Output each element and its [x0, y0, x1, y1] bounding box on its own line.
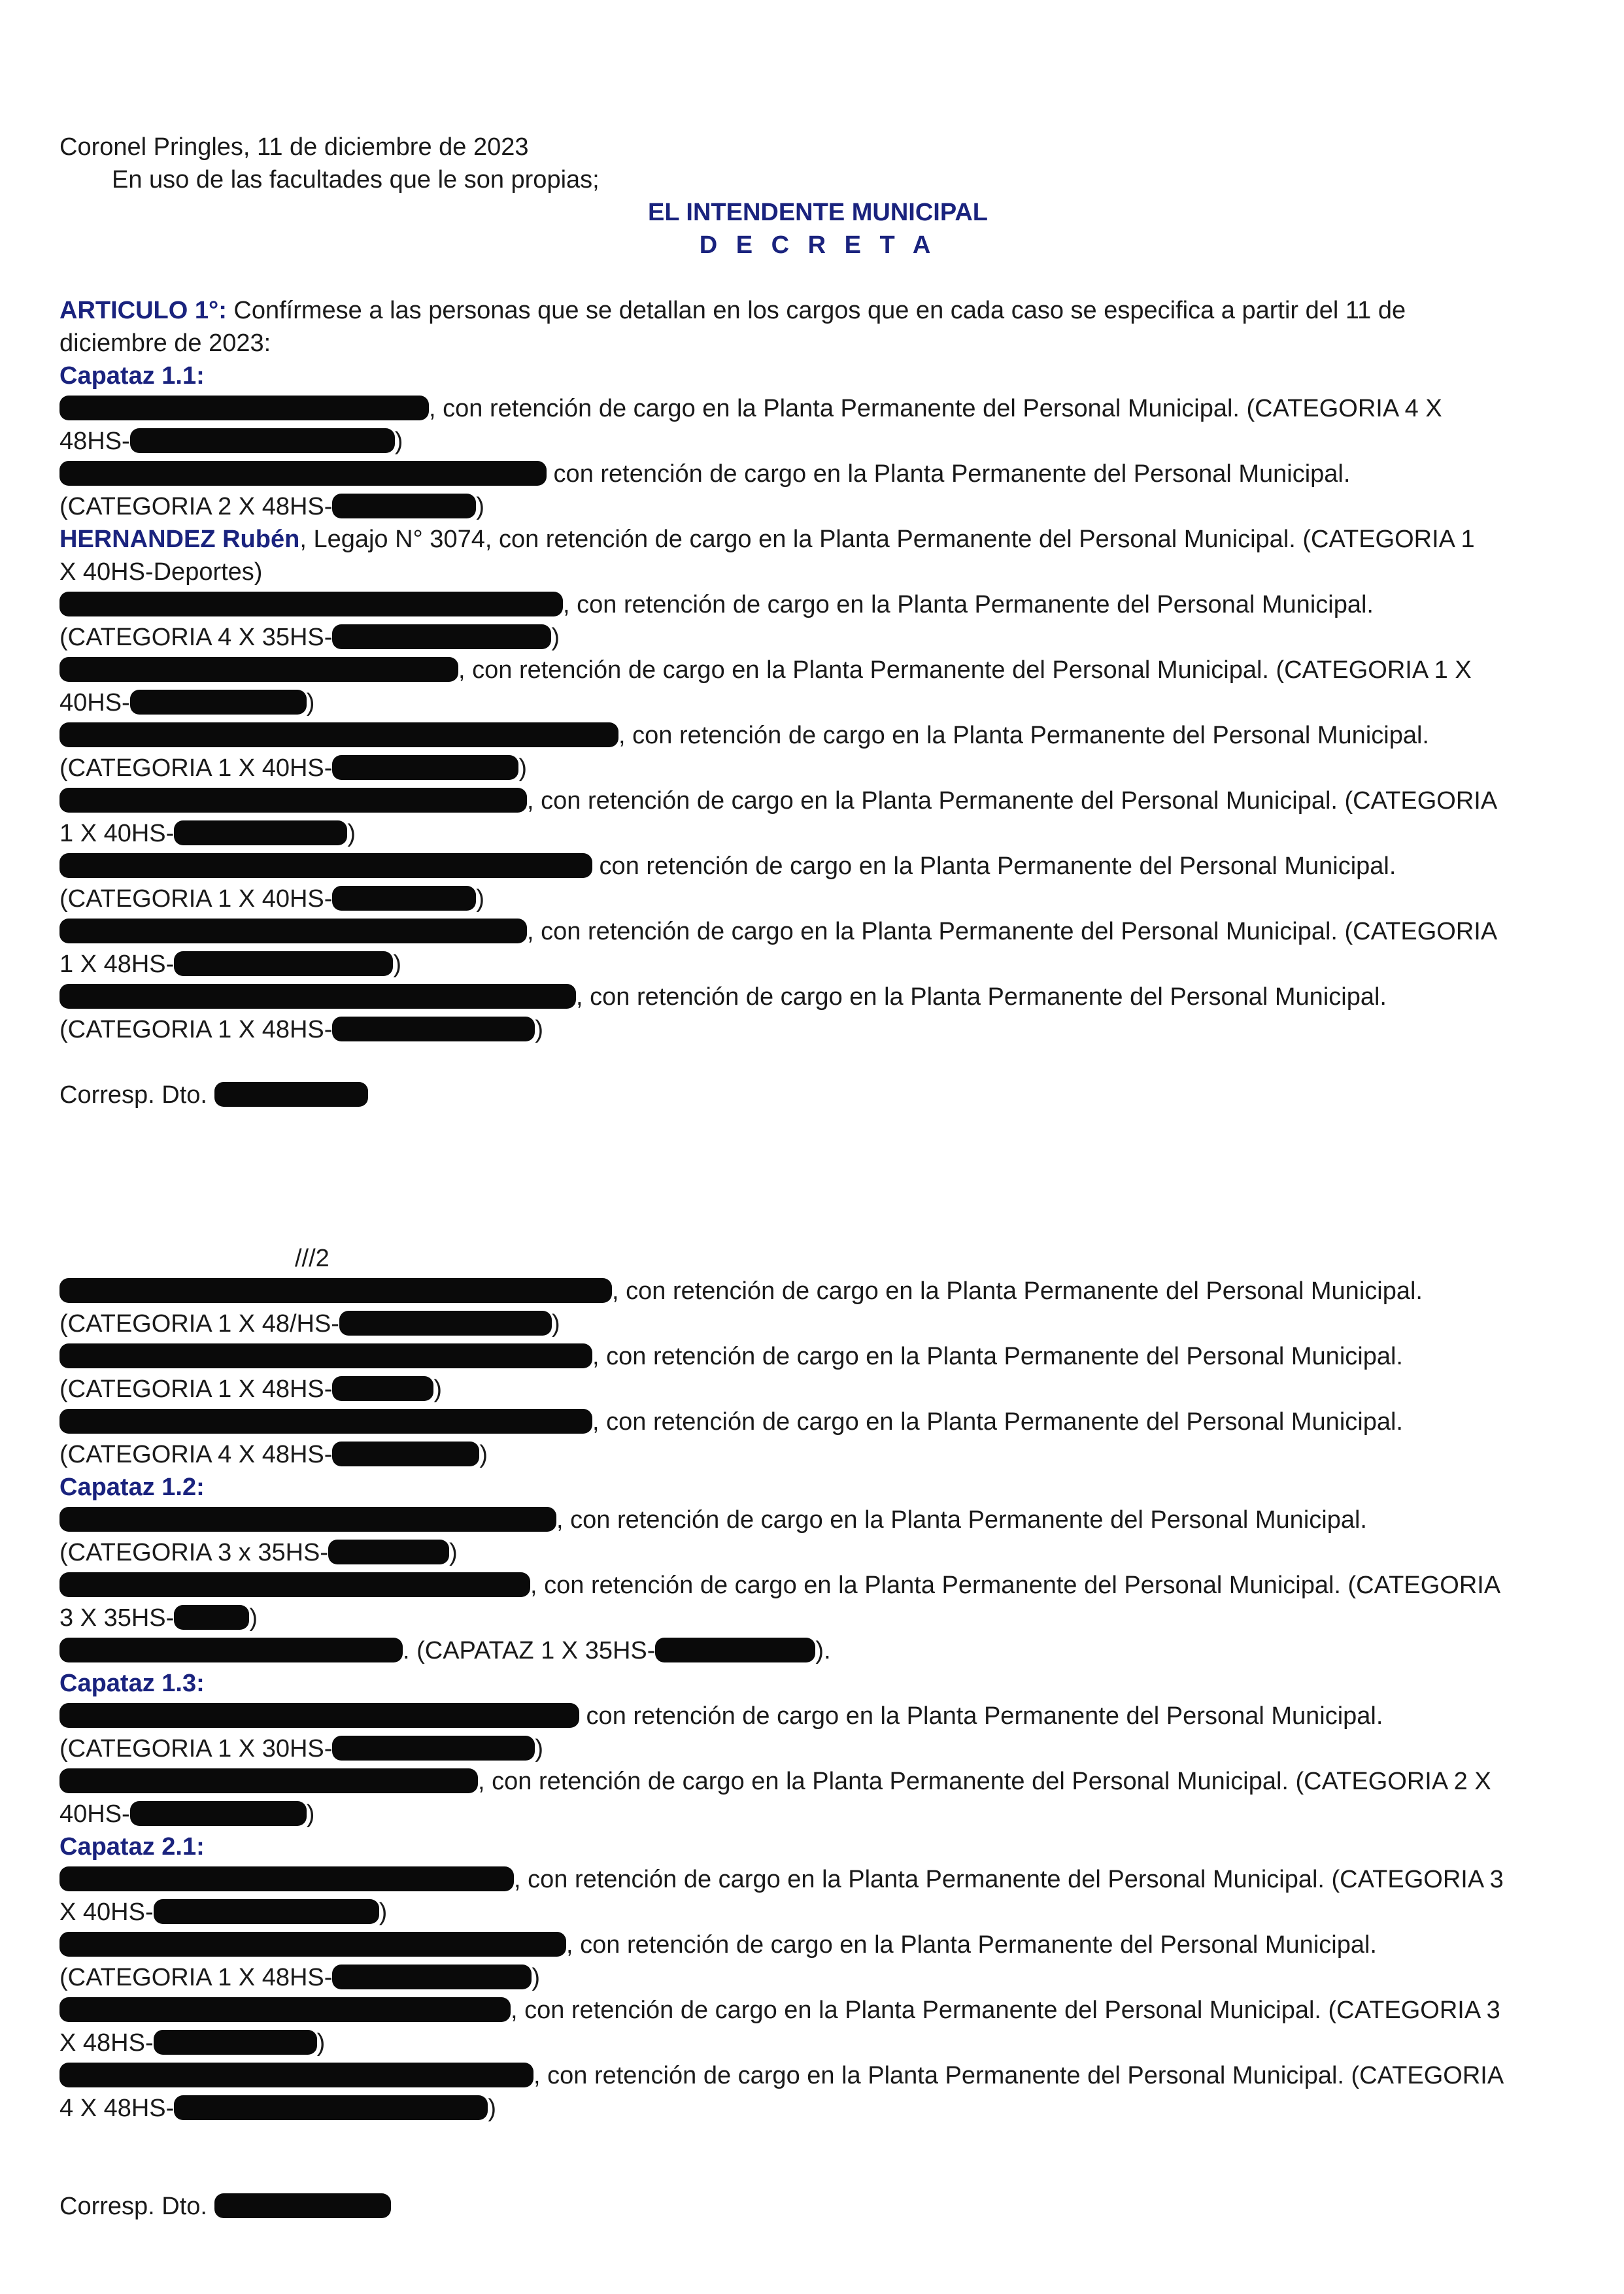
entry-line	[59, 1602, 1576, 1634]
entry-line	[59, 523, 1576, 556]
decree-page-2	[59, 1242, 1576, 2223]
redaction-bar	[332, 755, 518, 780]
entry-text: . (CAPATAZ 1 X 35HS-	[403, 1637, 656, 1664]
entry-line	[59, 1732, 1576, 1765]
place-date: Coronel Pringles, 11 de diciembre de 2023	[59, 133, 529, 161]
spacer	[59, 2125, 1576, 2190]
redaction-bar	[174, 820, 347, 845]
entry-line	[59, 1569, 1576, 1602]
entry-text: )	[535, 1016, 544, 1043]
entry-text: con retención de cargo en la Planta Permanente del Personal Municipal.	[592, 852, 1396, 880]
spacer	[59, 1046, 1576, 1079]
entry-text: (CATEGORIA 1 X 48HS-	[59, 1964, 333, 1991]
entry-text: )	[379, 1898, 388, 1926]
redaction-bar	[59, 1507, 556, 1532]
redaction-bar	[59, 1278, 612, 1303]
entry-text: , con retención de cargo en la Planta Permanente del Personal Municipal.	[618, 722, 1429, 749]
entry-line	[59, 915, 1576, 948]
entry-line	[59, 1373, 1576, 1406]
entry-text: (CATEGORIA 2 X 48HS-	[59, 493, 333, 520]
entry-text: 3 X 35HS-	[59, 1604, 175, 1632]
entry-line	[59, 2027, 1576, 2059]
decree-page-1	[59, 131, 1576, 1111]
entry-text: (CATEGORIA 4 X 35HS-	[59, 624, 333, 651]
redaction-bar	[59, 1866, 514, 1891]
redaction-bar	[130, 428, 395, 453]
redaction-bar	[332, 1017, 535, 1041]
entry-text: con retención de cargo en la Planta Permanente del Personal Municipal.	[579, 1702, 1383, 1730]
entry-line	[59, 686, 1576, 719]
entry-text: )	[518, 754, 528, 782]
entry-text: )	[551, 1310, 560, 1338]
entry-text: (CATEGORIA 1 X 40HS-	[59, 754, 333, 782]
redaction-bar	[174, 1605, 249, 1630]
entry-text: )	[347, 820, 356, 847]
redaction-bar	[130, 690, 307, 715]
redaction-bar	[59, 722, 618, 747]
entry-line	[59, 817, 1576, 850]
entry-line	[59, 1307, 1576, 1340]
entry-text: , con retención de cargo en la Planta Permanente del Personal Municipal. (CATEGORIA 4 X	[429, 395, 1442, 422]
corresp-line	[59, 2190, 1576, 2223]
entry-text: (CATEGORIA 1 X 30HS-	[59, 1735, 333, 1763]
entry-text: X 40HS-	[59, 1898, 154, 1926]
redaction-bar	[154, 1899, 379, 1924]
corresp-line	[59, 1079, 1576, 1111]
entry-text: )	[393, 951, 401, 978]
entry-text: , con retención de cargo en la Planta Permanente del Personal Municipal. (CATEGORIA 3	[511, 1997, 1500, 2024]
entry-text: , con retención de cargo en la Planta Permanente del Personal Municipal. (CATEGORIA	[527, 918, 1498, 945]
entry-text: , con retención de cargo en la Planta Permanente del Personal Municipal.	[566, 1931, 1377, 1959]
entry-text: 40HS-	[59, 689, 130, 717]
redaction-bar	[174, 951, 393, 976]
entry-line	[59, 1275, 1576, 1307]
redaction-bar	[59, 788, 527, 813]
entry-text: , con retención de cargo en la Planta Permanente del Personal Municipal.	[592, 1343, 1403, 1370]
entry-text: )	[532, 1964, 541, 1991]
article-line-2: diciembre de 2023:	[59, 329, 271, 357]
entry-text: )	[476, 885, 485, 913]
redaction-bar	[332, 624, 551, 649]
redaction-bar	[59, 1997, 511, 2022]
page-marker: ///2	[295, 1245, 330, 1272]
entry-text: 1 X 40HS-	[59, 820, 175, 847]
entry-text: )	[535, 1735, 544, 1763]
entry-text: , con retención de cargo en la Planta Permanente del Personal Municipal. (CATEGORIA	[527, 787, 1498, 815]
redaction-bar	[339, 1311, 552, 1336]
redaction-bar	[59, 396, 429, 420]
entry-text: )	[476, 493, 485, 520]
entry-line	[59, 1634, 1576, 1667]
redaction-bar	[59, 1343, 592, 1368]
section-capataz-1-2: Capataz 1.2:	[59, 1474, 205, 1501]
redaction-bar	[130, 1801, 307, 1826]
entry-text: , con retención de cargo en la Planta Permanente del Personal Municipal. (CATEGORIA	[530, 1572, 1501, 1599]
entry-text: )	[394, 428, 403, 455]
entry-line	[59, 1798, 1576, 1830]
section-capataz-2-1: Capataz 2.1:	[59, 1833, 205, 1861]
redaction-bar	[59, 461, 547, 486]
entry-text: X 48HS-	[59, 2029, 154, 2057]
redaction-bar	[59, 919, 527, 943]
redaction-bar	[214, 1082, 368, 1107]
entry-line	[59, 425, 1576, 458]
redaction-bar	[59, 1768, 478, 1793]
entry-line	[59, 1896, 1576, 1929]
entry-text: )	[249, 1604, 258, 1632]
entry-line	[59, 1438, 1576, 1471]
entry-text: , con retención de cargo en la Planta Permanente del Personal Municipal. (CATEGORIA 3	[514, 1866, 1504, 1893]
entry-line	[59, 1406, 1576, 1438]
entry-line	[59, 392, 1576, 425]
entry-text: )	[316, 2029, 326, 2057]
entry-line	[59, 850, 1576, 883]
entry-text: (CATEGORIA 3 x 35HS-	[59, 1539, 329, 1566]
corresp-label: Corresp. Dto.	[59, 1081, 214, 1109]
entry-text: (CATEGORIA 1 X 48HS-	[59, 1375, 333, 1403]
entry-text: 48HS-	[59, 428, 130, 455]
authority-title: EL INTENDENTE MUNICIPAL	[647, 199, 989, 226]
redaction-bar	[328, 1540, 449, 1564]
redaction-bar	[214, 2193, 391, 2218]
preamble: En uso de las facultades que le son propias;	[112, 166, 600, 194]
entry-line	[59, 1929, 1576, 1961]
entry-name: HERNANDEZ Rubén	[59, 526, 300, 553]
corresp-label: Corresp. Dto.	[59, 2193, 214, 2220]
entry-text: )	[449, 1539, 458, 1566]
entry-line	[59, 784, 1576, 817]
entry-text: )	[551, 624, 560, 651]
entry-line	[59, 2059, 1576, 2092]
entry-line	[59, 1504, 1576, 1536]
entry-line	[59, 1536, 1576, 1569]
redaction-bar	[59, 853, 592, 878]
entry-text: (CATEGORIA 1 X 40HS-	[59, 885, 333, 913]
entry-text: , con retención de cargo en la Planta Permanente del Personal Municipal. (CATEGORIA 2 X	[478, 1768, 1491, 1795]
article-text: Confírmese a las personas que se detallan en los cargos que en cada caso se especifica a partir del 11 de	[226, 297, 1406, 324]
entry-line	[59, 752, 1576, 784]
entry-text: )	[433, 1375, 443, 1403]
entry-text: )	[479, 1441, 488, 1468]
entry-text: 40HS-	[59, 1800, 130, 1828]
entry-line	[59, 654, 1576, 686]
redaction-bar	[59, 592, 563, 616]
entry-text: , con retención de cargo en la Planta Permanente del Personal Municipal.	[563, 591, 1374, 618]
article-line-1	[59, 294, 1576, 327]
article-label: ARTICULO 1°:	[59, 297, 227, 324]
redaction-bar	[59, 657, 458, 682]
entry-line	[59, 948, 1576, 981]
entry-text: (CATEGORIA 1 X 48/HS-	[59, 1310, 339, 1338]
redaction-bar	[332, 1736, 535, 1761]
entry-text: 4 X 48HS-	[59, 2095, 175, 2122]
entry-line: X 40HS-Deportes)	[59, 558, 263, 586]
entry-text: , con retención de cargo en la Planta Permanente del Personal Municipal.	[592, 1408, 1403, 1436]
entry-text: ).	[815, 1637, 831, 1664]
entry-text: )	[306, 1800, 315, 1828]
entry-line	[59, 1961, 1576, 1994]
redaction-bar	[332, 1442, 479, 1466]
redaction-bar	[154, 2030, 317, 2055]
entry-line	[59, 490, 1576, 523]
spacer	[59, 261, 1576, 294]
redaction-bar	[59, 984, 576, 1009]
entry-text: , con retención de cargo en la Planta Permanente del Personal Municipal. (CATEGORIA 1 X	[458, 656, 1472, 684]
redaction-bar	[332, 886, 476, 911]
redaction-bar	[59, 1409, 592, 1434]
entry-line	[59, 1765, 1576, 1798]
entry-line	[59, 719, 1576, 752]
entry-text: , Legajo N° 3074, con retención de cargo en la Planta Permanente del Personal Municipal. (CATEGORIA 1	[299, 526, 1475, 553]
entry-text: , con retención de cargo en la Planta Permanente del Personal Municipal.	[576, 983, 1387, 1011]
entry-line	[59, 1340, 1576, 1373]
redaction-bar	[174, 2095, 488, 2120]
entry-text: con retención de cargo en la Planta Permanente del Personal Municipal.	[547, 460, 1351, 488]
redaction-bar	[332, 1376, 433, 1401]
entry-line	[59, 883, 1576, 915]
decree-title: D E C R E T A	[699, 231, 937, 259]
entry-text: , con retención de cargo en la Planta Permanente del Personal Municipal.	[556, 1506, 1367, 1534]
entry-text: (CATEGORIA 4 X 48HS-	[59, 1441, 333, 1468]
entry-line	[59, 1013, 1576, 1046]
redaction-bar	[59, 1703, 579, 1728]
section-capataz-1-3: Capataz 1.3:	[59, 1670, 205, 1697]
redaction-bar	[332, 1965, 532, 1989]
redaction-bar	[59, 1932, 566, 1957]
entry-text: , con retención de cargo en la Planta Permanente del Personal Municipal. (CATEGORIA	[533, 2062, 1504, 2089]
entry-line	[59, 1994, 1576, 2027]
entry-line	[59, 458, 1576, 490]
entry-text: , con retención de cargo en la Planta Permanente del Personal Municipal.	[612, 1277, 1423, 1305]
entry-text: 1 X 48HS-	[59, 951, 175, 978]
entry-line	[59, 2092, 1576, 2125]
redaction-bar	[59, 1572, 530, 1597]
entry-text: )	[306, 689, 315, 717]
entry-line	[59, 588, 1576, 621]
entry-line	[59, 621, 1576, 654]
entry-line	[59, 981, 1576, 1013]
entry-line	[59, 1863, 1576, 1896]
section-capataz-1-1: Capataz 1.1:	[59, 362, 205, 390]
redaction-bar	[59, 1638, 403, 1662]
entry-text: )	[488, 2095, 496, 2122]
redaction-bar	[655, 1638, 815, 1662]
redaction-bar	[332, 494, 476, 518]
entry-line	[59, 1700, 1576, 1732]
redaction-bar	[59, 2063, 533, 2087]
entry-text: (CATEGORIA 1 X 48HS-	[59, 1016, 333, 1043]
